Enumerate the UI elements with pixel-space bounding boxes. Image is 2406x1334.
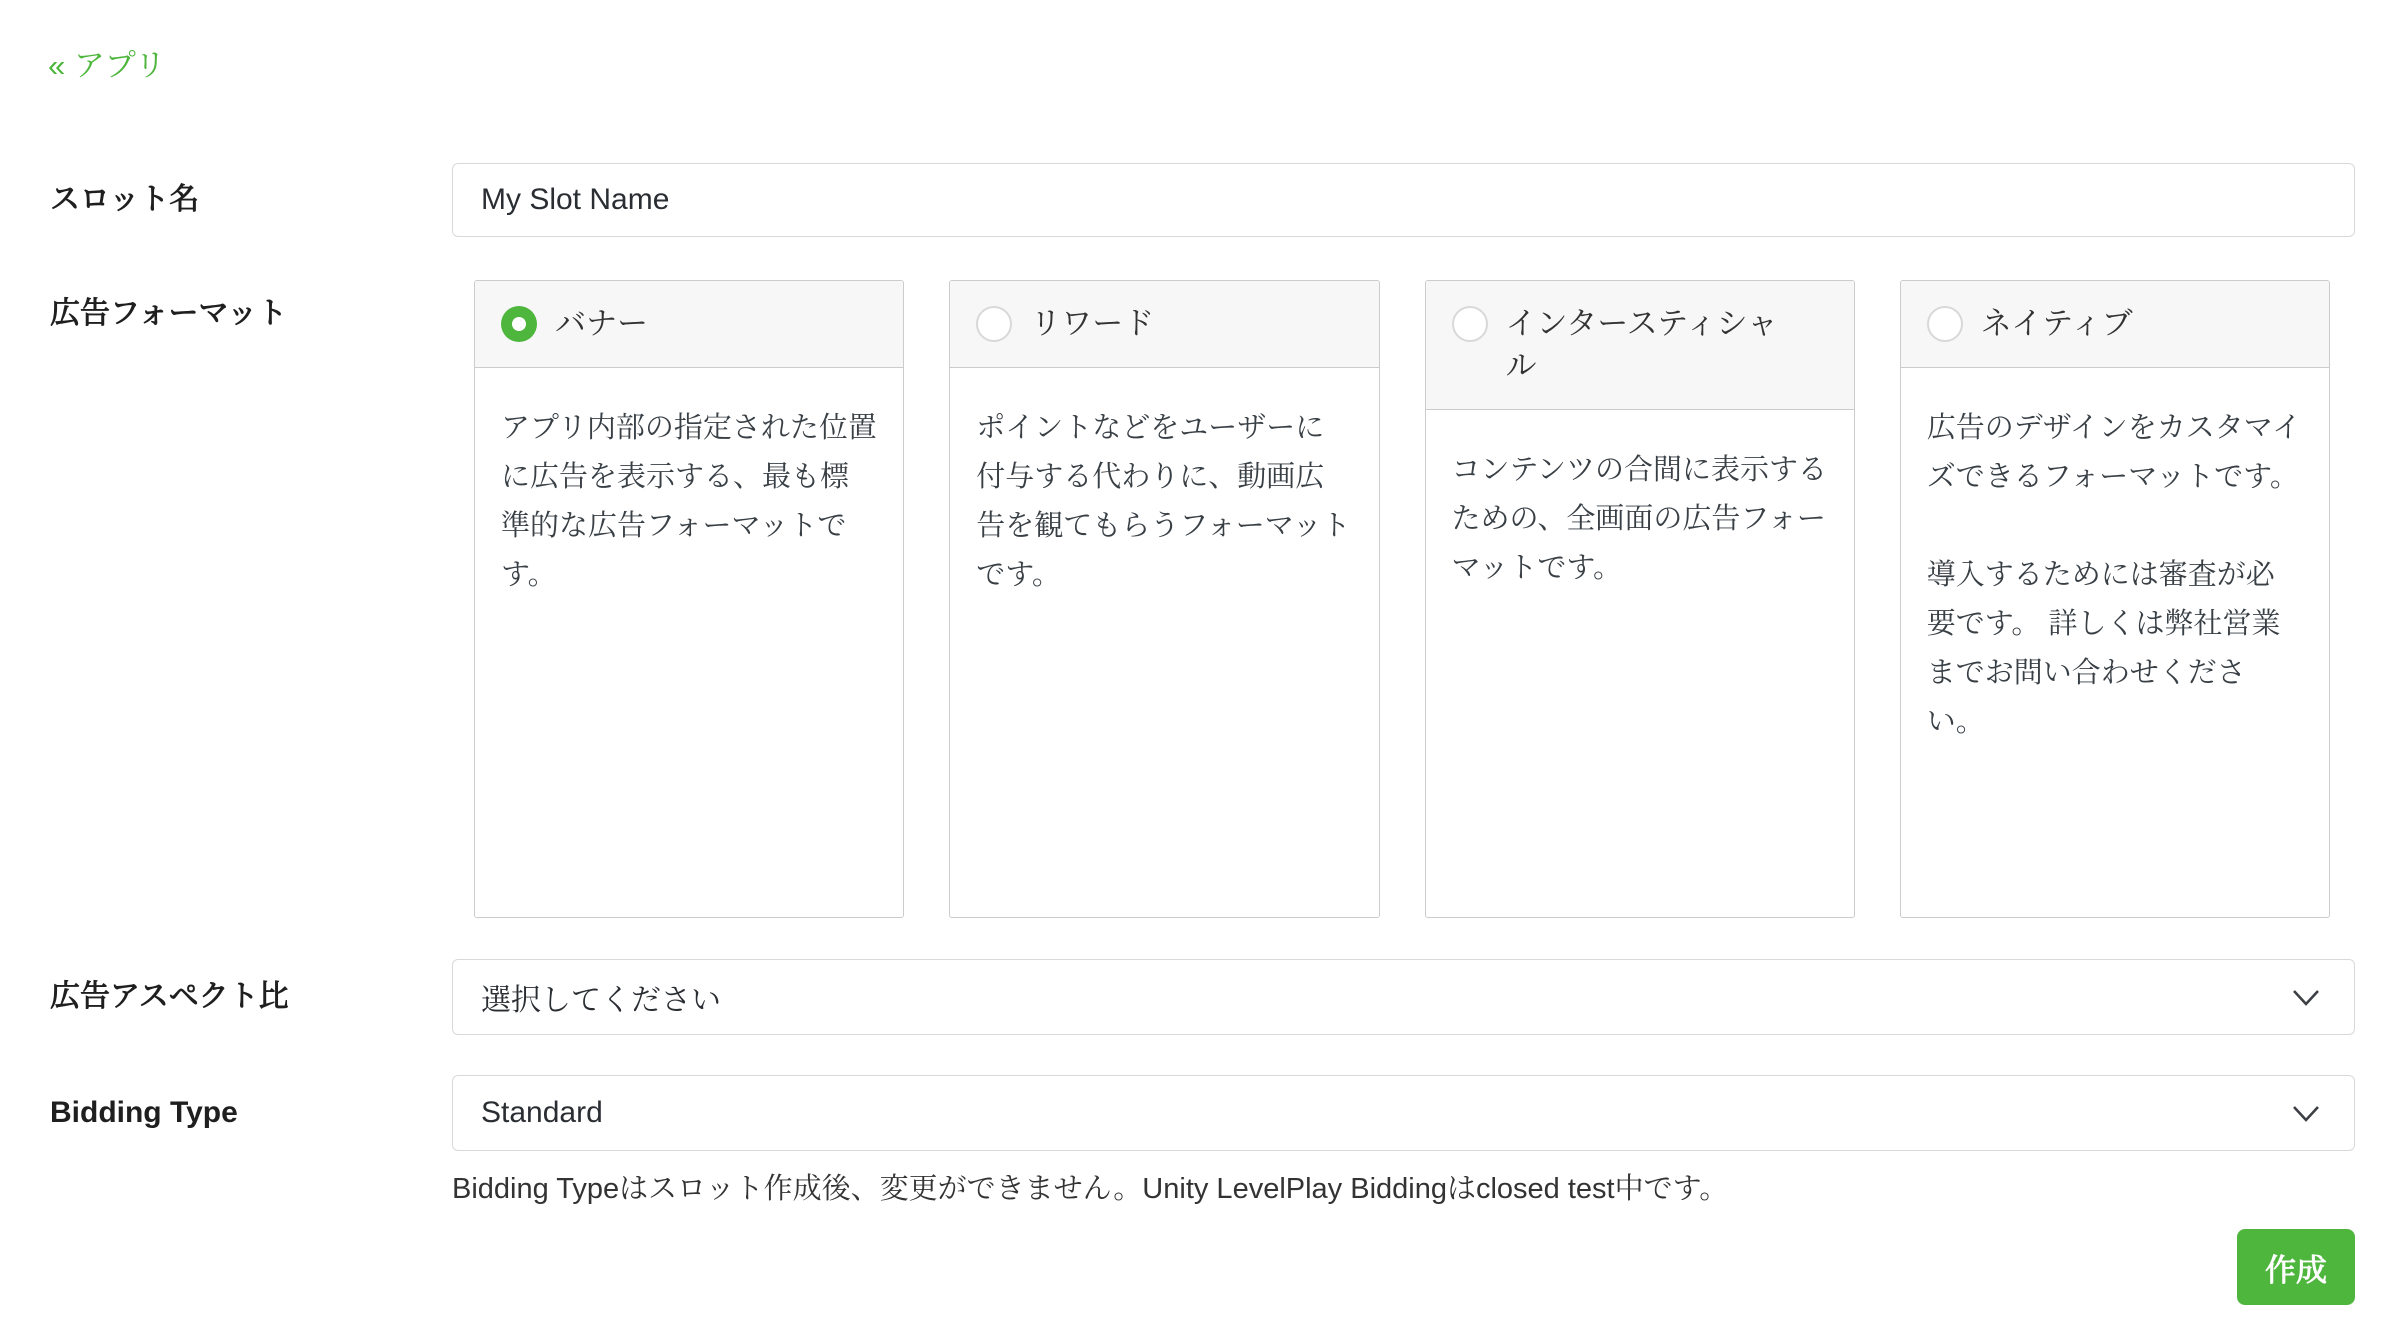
submit-row <box>0 1229 2406 1305</box>
slot-name-input[interactable] <box>452 163 2355 237</box>
ad-format-card-header <box>1901 281 2329 368</box>
ad-format-description <box>950 368 1378 636</box>
ad-format-card-native[interactable] <box>1900 280 2330 918</box>
ad-format-card-interstitial[interactable] <box>1425 280 1855 918</box>
create-button[interactable]: 作成 <box>2237 1229 2355 1305</box>
ad-format-card-header <box>475 281 903 368</box>
ad-format-title: インタースティシャル <box>1505 306 1778 383</box>
ad-format-description-text: コンテンツの合間に表示するための、全画面の広告フォーマットです。 <box>1451 454 1828 584</box>
ad-format-description <box>475 368 903 636</box>
ad-format-title: ネイティブ <box>1980 306 2133 341</box>
ad-format-title: リワード <box>1030 306 1155 341</box>
ad-format-card-group <box>474 280 2330 918</box>
ad-format-description <box>1426 410 1854 629</box>
ad-format-description-text-2: 導入するためには審査が必要です。 詳しくは弊社営業までお問い合わせください。 <box>1926 559 2281 738</box>
radio-selected-icon[interactable] <box>501 306 537 342</box>
chevron-down-icon <box>2292 989 2320 1007</box>
ad-format-card-reward[interactable] <box>949 280 1379 918</box>
aspect-ratio-label: 広告アスペクト比 <box>50 980 289 1013</box>
slot-name-label: スロット名 <box>50 183 200 216</box>
bidding-type-select[interactable] <box>452 1075 2355 1151</box>
ad-format-description-text: ポイントなどをユーザーに付与する代わりに、動画広告を観てもらうフォーマットです。 <box>976 412 1351 591</box>
ad-format-description-text: アプリ内部の指定された位置に広告を表示する、最も標準的な広告フォーマットです。 <box>501 412 877 591</box>
ad-format-description-text: 広告のデザインをカスタマイズできるフォーマットです。 <box>1926 412 2302 493</box>
chevron-down-icon <box>2292 1105 2320 1123</box>
ad-format-title: バナー <box>555 306 648 341</box>
aspect-ratio-selected-value: 選択してください <box>481 984 721 1017</box>
ad-format-card-banner[interactable] <box>474 280 904 918</box>
ad-format-card-header <box>1426 281 1854 410</box>
ad-format-label: 広告フォーマット <box>50 297 288 330</box>
aspect-ratio-row <box>0 959 2406 1035</box>
ad-format-card-header <box>950 281 1378 368</box>
radio-unselected-icon[interactable] <box>1452 306 1488 342</box>
slot-name-row <box>0 163 2406 237</box>
back-to-apps-link[interactable]: « アプリ <box>48 48 166 83</box>
radio-unselected-icon[interactable] <box>1927 306 1963 342</box>
ad-format-description <box>1901 368 2329 783</box>
bidding-type-selected-value: Standard <box>481 1096 603 1129</box>
bidding-type-label: Bidding Type <box>50 1096 238 1129</box>
aspect-ratio-select[interactable] <box>452 959 2355 1035</box>
ad-format-row <box>0 280 2406 918</box>
bidding-type-help-text: Bidding Typeはスロット作成後、変更ができません。Unity LevelPlay Biddingはclosed test中です。 <box>452 1173 1729 1205</box>
radio-unselected-icon[interactable] <box>976 306 1012 342</box>
bidding-type-row <box>0 1075 2406 1211</box>
